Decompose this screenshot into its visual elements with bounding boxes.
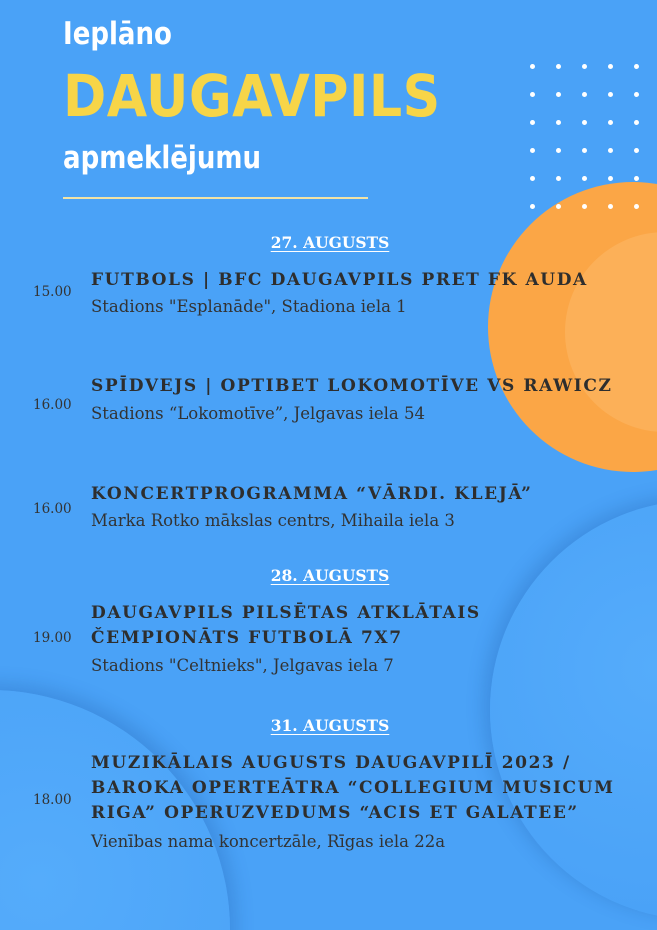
- date-heading: 28. AUGUSTS: [270, 566, 390, 585]
- dot: [582, 64, 587, 69]
- event-title: [91, 482, 533, 507]
- dot: [608, 204, 613, 209]
- header-divider: [63, 197, 368, 199]
- dot: [634, 64, 639, 69]
- dot: [530, 176, 535, 181]
- event-title-line: MUZIKĀLAIS AUGUSTS DAUGAVPILĪ 2023 /: [91, 753, 571, 773]
- event-time: 16.00: [33, 397, 72, 413]
- dot: [634, 148, 639, 153]
- event-title: [91, 601, 481, 651]
- event-venue: Marka Rotko mākslas centrs, Mihaila iela 3: [91, 511, 455, 530]
- dot: [608, 120, 613, 125]
- dot: [634, 92, 639, 97]
- event-title-line: BAROKA OPERTEĀTRA “COLLEGIUM MUSICUM: [91, 778, 615, 798]
- dot-grid-decoration: [530, 64, 657, 214]
- dot: [634, 120, 639, 125]
- event-title: [91, 374, 612, 399]
- event-venue: Stadions “Lokomotīve”, Jelgavas iela 54: [91, 404, 425, 423]
- dot: [530, 148, 535, 153]
- event-time: 16.00: [33, 501, 72, 517]
- event-title-line: FUTBOLS | BFC DAUGAVPILS PRET FK AUDA: [91, 270, 588, 290]
- event-time: 19.00: [33, 630, 72, 646]
- dot: [634, 204, 639, 209]
- dot: [530, 120, 535, 125]
- decorative-circle-right: [490, 500, 657, 920]
- city-title: DAUGAVPILS: [63, 62, 441, 130]
- event-title-line: KONCERTPROGRAMMA “VĀRDI. KLEJĀ”: [91, 484, 533, 504]
- dot: [608, 176, 613, 181]
- event-venue: Stadions "Celtnieks", Jelgavas iela 7: [91, 656, 394, 675]
- dot: [608, 64, 613, 69]
- date-heading: 31. AUGUSTS: [270, 716, 390, 735]
- event-title-line: DAUGAVPILS PILSĒTAS ATKLĀTAIS: [91, 603, 481, 623]
- dot: [608, 148, 613, 153]
- dot: [582, 204, 587, 209]
- dot: [582, 148, 587, 153]
- dot: [530, 64, 535, 69]
- event-title: [91, 751, 614, 826]
- dot: [556, 204, 561, 209]
- event-venue: Stadions "Esplanāde", Stadiona iela 1: [91, 297, 407, 316]
- dot: [556, 92, 561, 97]
- dot: [556, 120, 561, 125]
- dot: [530, 92, 535, 97]
- event-venue: Vienības nama koncertzāle, Rīgas iela 22a: [91, 832, 446, 851]
- dot: [582, 120, 587, 125]
- event-title-line: ČEMPIONĀTS FUTBOLĀ 7X7: [91, 628, 403, 648]
- date-heading: 27. AUGUSTS: [270, 233, 390, 252]
- dot: [582, 176, 587, 181]
- dot: [582, 92, 587, 97]
- dot: [556, 148, 561, 153]
- header-line-3: apmeklējumu: [63, 140, 262, 176]
- event-time: 18.00: [33, 792, 72, 808]
- event-time: 15.00: [33, 284, 72, 300]
- event-title-line: RIGA” OPERUZVEDUMS “ACIS ET GALATEE”: [91, 803, 579, 823]
- dot: [556, 176, 561, 181]
- dot: [634, 176, 639, 181]
- dot: [608, 92, 613, 97]
- dot: [530, 204, 535, 209]
- header-line-1: Ieplāno: [63, 16, 172, 52]
- event-title-line: SPĪDVEJS | OPTIBET LOKOMOTĪVE VS RAWICZ: [91, 376, 613, 396]
- dot: [556, 64, 561, 69]
- event-title: [91, 268, 588, 293]
